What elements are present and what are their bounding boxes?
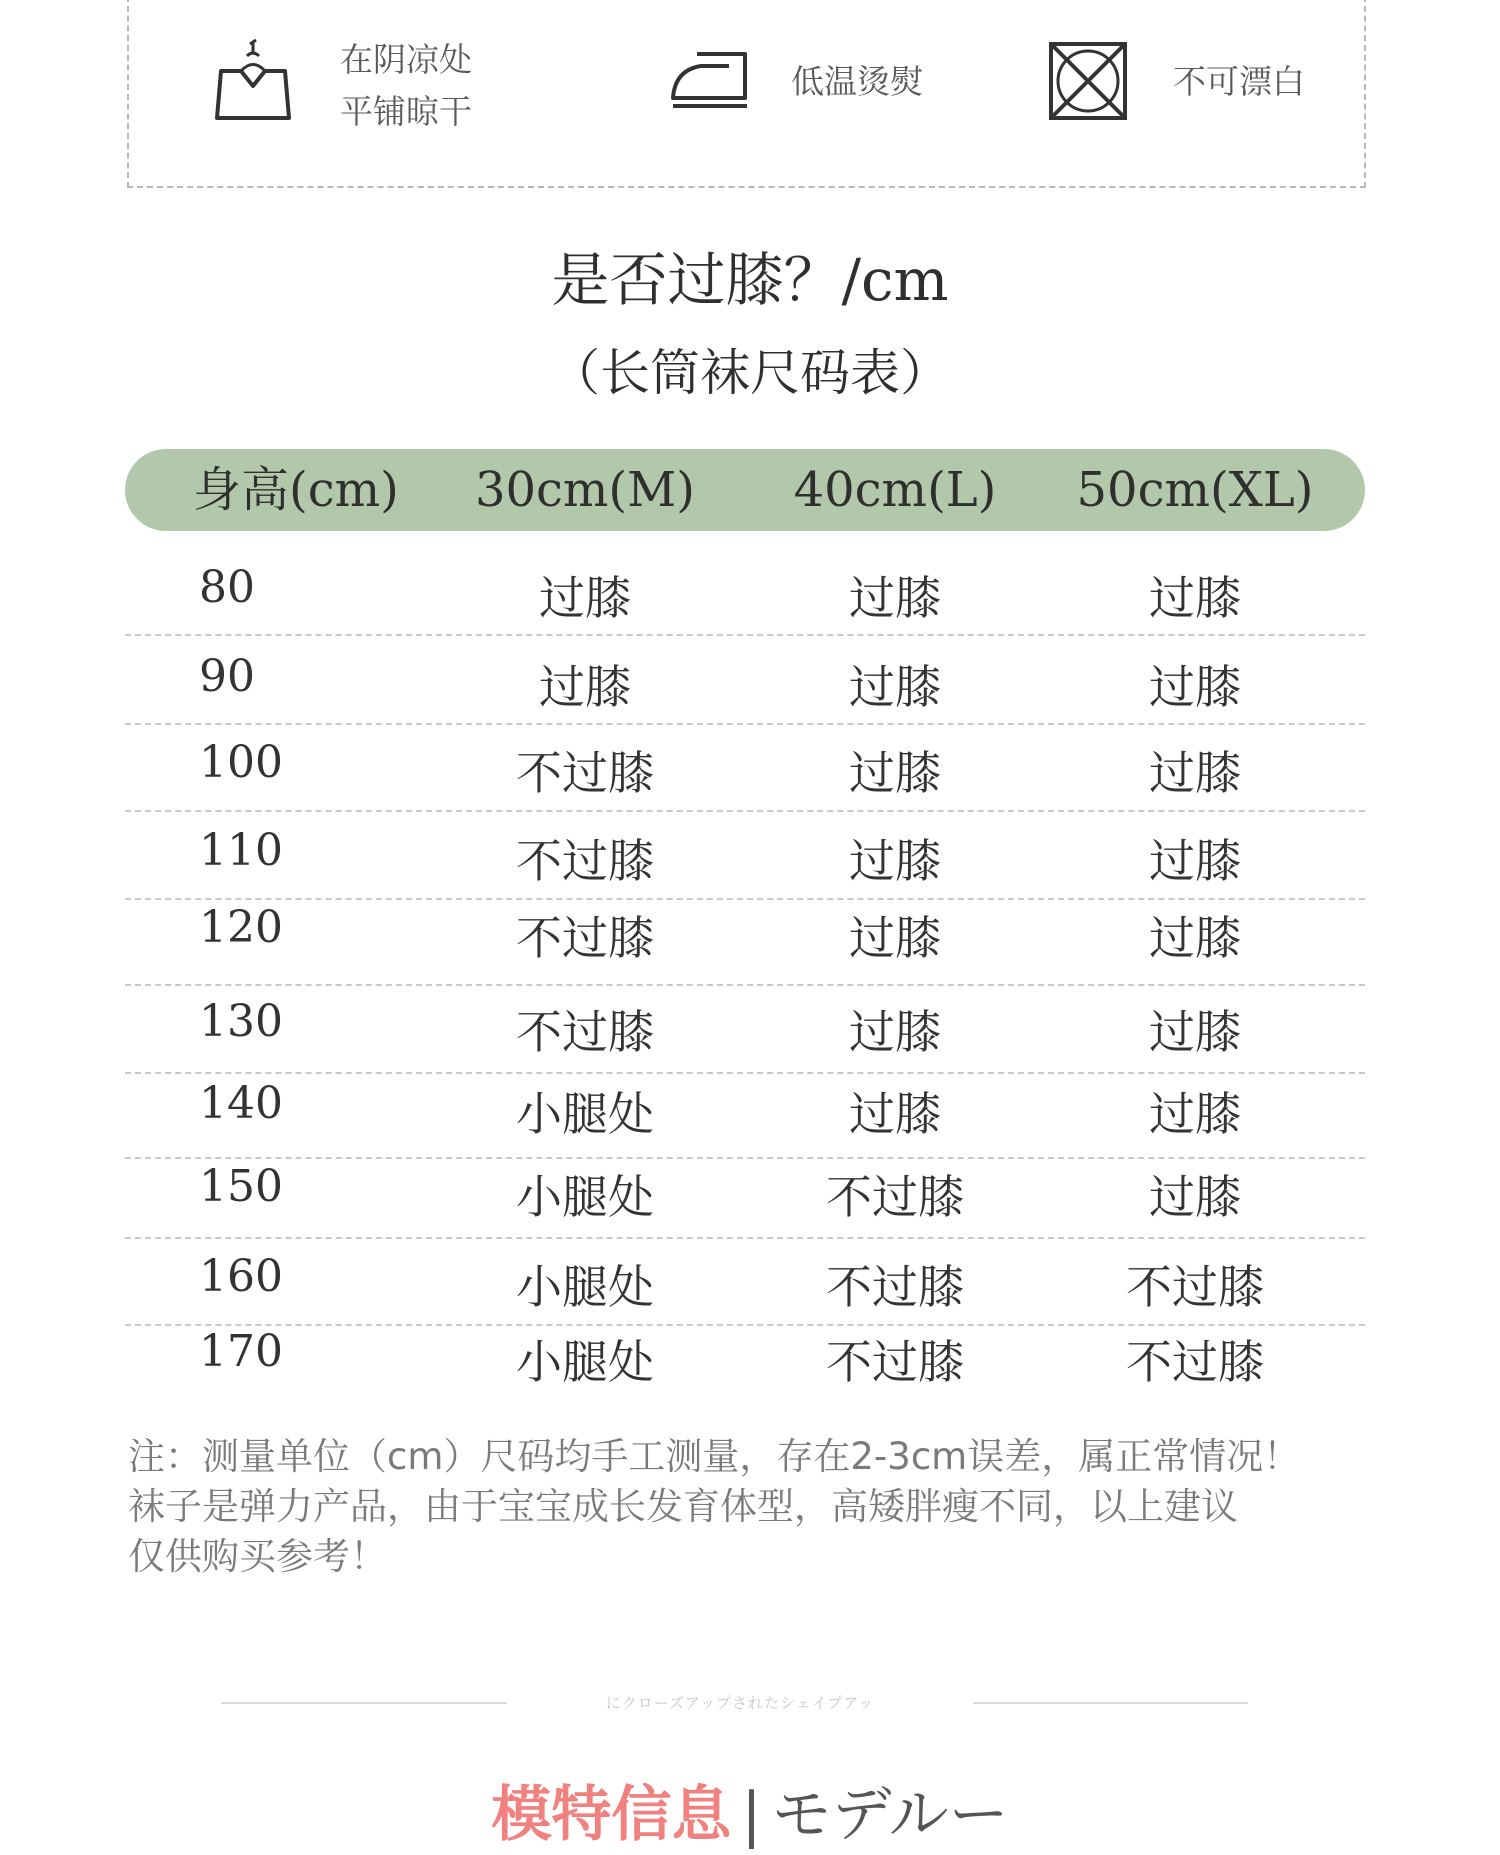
page-title [551,240,948,320]
row-size-l: 过膝 [849,911,941,965]
row-size-l: 过膝 [849,834,941,888]
row-size-l: 过膝 [849,746,941,800]
model-info-jp: モデルー [771,1780,1009,1850]
row-size-m: 不过膝 [516,911,654,965]
divider-line-right [973,1702,1248,1704]
row-height: 150 [199,1161,283,1212]
row-height: 120 [199,902,283,953]
row-height: 160 [199,1251,283,1302]
table-row [125,1159,1365,1239]
row-height: 90 [199,651,255,702]
row-size-xl: 过膝 [1149,911,1241,965]
row-size-l: 不过膝 [826,1170,964,1224]
table-row [125,900,1365,986]
table-row [125,1074,1365,1159]
header-size-xl: 50cm(XL) [1076,462,1314,518]
row-size-m: 小腿处 [516,1170,654,1224]
header-size-m: 30cm(M) [474,462,696,518]
page-subtitle: （长筒袜尺码表） [550,344,950,402]
divider-caption: にクローズアップされたシェイプアッ [605,1694,875,1712]
row-height: 110 [199,825,283,876]
row-height: 130 [199,996,283,1047]
no-bleach-icon [1043,36,1133,130]
iron-low-temp-icon [667,36,757,130]
row-size-xl: 过膝 [1149,746,1241,800]
care-instructions-box [127,0,1366,188]
header-height: 身高(cm) [193,462,399,518]
table-row [125,1239,1365,1326]
row-size-xl: 不过膝 [1126,1260,1264,1314]
row-size-l: 不过膝 [826,1335,964,1389]
row-size-xl: 过膝 [1149,1170,1241,1224]
row-size-xl: 过膝 [1149,1005,1241,1059]
measurement-note [128,1432,1428,1582]
row-height: 140 [199,1078,283,1129]
row-size-m: 不过膝 [516,1005,654,1059]
care-no-bleach-label: 不可漂白 [1173,62,1305,101]
row-size-xl: 不过膝 [1126,1335,1264,1389]
row-size-l: 过膝 [849,1087,941,1141]
table-row [125,812,1365,900]
row-size-xl: 过膝 [1149,571,1241,625]
row-size-m: 小腿处 [516,1260,654,1314]
table-row [125,636,1365,725]
model-info-separator: | [741,1780,762,1850]
row-size-xl: 过膝 [1149,660,1241,714]
size-table [125,449,1365,1389]
note-line-2: 袜子是弹力产品，由于宝宝成长发育体型，高矮胖瘦不同，以上建议 [128,1485,1238,1528]
table-row [125,725,1365,812]
row-size-m: 小腿处 [516,1087,654,1141]
care-iron-low-label: 低温烫熨 [791,62,923,101]
row-height: 100 [199,737,283,788]
row-size-m: 过膝 [539,571,631,625]
care-dry-flat-label [340,34,472,138]
header-size-l: 40cm(L) [793,462,997,518]
table-row [125,1326,1365,1406]
row-size-m: 不过膝 [516,746,654,800]
divider-line-left [221,1702,507,1704]
row-size-m: 小腿处 [516,1335,654,1389]
row-height: 170 [199,1326,283,1377]
row-size-m: 过膝 [539,660,631,714]
row-size-xl: 过膝 [1149,1087,1241,1141]
row-size-l: 过膝 [849,660,941,714]
row-size-l: 过膝 [849,571,941,625]
note-line-1: 注：测量单位（cm）尺码均手工测量，存在2-3cm误差，属正常情况！ [128,1435,1301,1478]
row-size-l: 过膝 [849,1005,941,1059]
title-wrap [0,240,1500,320]
table-header [125,449,1365,531]
table-row [125,548,1365,636]
model-info-cn: 模特信息 [491,1780,732,1850]
row-height: 80 [199,562,255,613]
note-line-3: 仅供购买参考！ [128,1535,387,1578]
page-title-text: 是否过膝？/cm [551,246,949,314]
hanger-dry-flat-icon [209,36,299,130]
care-dry-flat-line1: 在阴凉处 [340,40,472,79]
row-size-m: 不过膝 [516,834,654,888]
row-size-xl: 过膝 [1149,834,1241,888]
table-row [125,986,1365,1074]
model-info-heading [0,1775,1500,1855]
care-dry-flat-line2: 平铺晾干 [340,92,472,131]
row-size-l: 不过膝 [826,1260,964,1314]
